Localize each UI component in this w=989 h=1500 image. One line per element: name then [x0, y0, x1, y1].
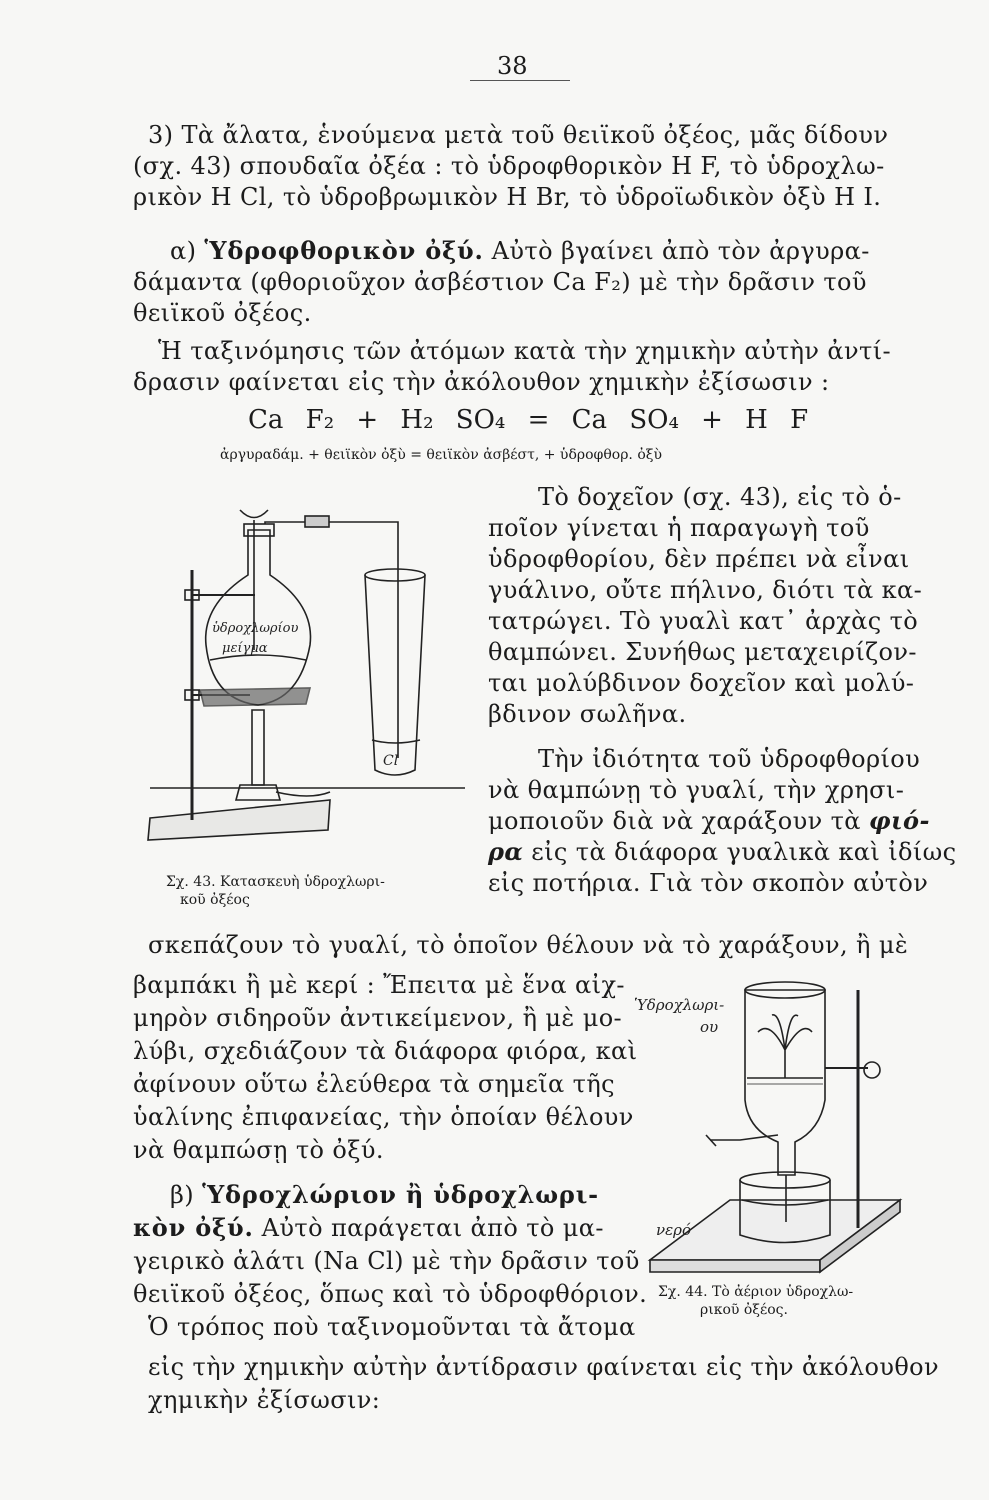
right-col-line: Τὴν ἰδιότητα τοῦ ὑδροφθορίου [538, 745, 921, 773]
figure-44-caption: Σχ. 44. Τὸ ἀέριον ὑδροχλω- [658, 1284, 854, 1300]
hf-line: δρασιν φαίνεται εἰς τὴν ἀκόλουθον χημικὴν ἐξίσωσιν : [133, 368, 830, 396]
hcl-line: θειϊκοῦ ὀξέος, ὅπως καὶ τὸ ὑδροφθόριον. [133, 1280, 648, 1308]
hcl-line1-rest: Αὐτὸ παράγεται ἀπὸ τὸ μα- [253, 1214, 604, 1242]
hf-label: α) [170, 237, 197, 265]
right-col-line: ποῖον γίνεται ἡ παραγωγὴ τοῦ [488, 514, 870, 542]
hcl-heading: Ὑδροχλώριον ἢ ὑδροχλωρι- [202, 1180, 599, 1209]
hcl-gas-label: Ὑδροχλωρι- [634, 996, 725, 1014]
chemical-equation-hf: Ca F₂ + H₂ SO₄ = Ca SO₄ + H F [248, 405, 809, 435]
body-line: λύβι, σχεδιάζουν τὰ διάφορα φιόρα, καὶ [133, 1037, 638, 1065]
hf-heading: Ὑδροφθορικὸν ὀξύ. [204, 236, 484, 265]
water-label: νερό [656, 1221, 692, 1239]
emphasis-fiora-end: ρα [488, 837, 524, 866]
right-col-line: τατρώγει. Τὸ γυαλὶ κατ᾽ ἀρχὰς τὸ [488, 607, 919, 635]
intro-line: ρικὸν H Cl, τὸ ὑδροβρωμικὸν H Br, τὸ ὑδροϊωδικὸν ὀξὺ H I. [133, 183, 882, 211]
hcl-heading-line [170, 1180, 599, 1210]
right-col-line: νὰ θαμπώνῃ τὸ γυαλί, τὴν χρησι- [488, 776, 905, 804]
figure-44-apparatus [620, 960, 920, 1290]
right-col-line [488, 806, 930, 836]
right-col-line: βδινον σωλῆνα. [488, 700, 687, 728]
hcl-line [133, 1213, 604, 1243]
body-line: ἀφίνουν οὕτω ἐλεύθερα τὰ σημεῖα τῆς [133, 1070, 615, 1098]
hcl-label: β) [170, 1181, 195, 1209]
hf-line: δάμαντα (φθοριοῦχον ἀσβέστιον Ca F₂) μὲ τὴν δρᾶσιν τοῦ [133, 268, 867, 296]
hf-line: Ἡ ταξινόμησις τῶν ἀτόμων κατὰ τὴν χημικὴν αὐτὴν ἀντί- [158, 337, 892, 365]
intro-line: 3) Τὰ ἄλατα, ἑνούμενα μετὰ τοῦ θειϊκοῦ ὀξέος, μᾶς δίδουν [148, 121, 889, 149]
hf-line: θειϊκοῦ ὀξέος. [133, 299, 312, 327]
right-col-line: ὑδροφθορίου, δὲν πρέπει νὰ εἶναι [488, 545, 910, 573]
right-col-text: εἰς τὰ διάφορα γυαλικὰ καὶ ἰδίως [523, 838, 957, 866]
hcl-line: εἰς τὴν χημικὴν αὐτὴν ἀντίδρασιν φαίνεται εἰς τὴν ἀκόλουθον [148, 1353, 940, 1381]
right-col-line: εἰς ποτήρια. Γιὰ τὸν σκοπὸν αὐτὸν [488, 869, 929, 897]
hf-line1-rest: Αὐτὸ βγαίνει ἀπὸ τὸν ἀργυρα- [483, 237, 870, 265]
page-number: 38 [497, 52, 528, 80]
intro-line: (σχ. 43) σπουδαῖα ὀξέα : τὸ ὑδροφθορικὸν H F, τὸ ὑδροχλω- [133, 152, 885, 180]
hf-paragraph-start [170, 236, 870, 266]
body-line: μηρὸν σιδηροῦν ἀντικείμενον, ἢ μὲ μο- [133, 1004, 623, 1032]
emphasis-fiora: φιό- [868, 806, 930, 835]
right-col-line: γυάλινο, οὔτε πήλινο, διότι τὰ κα- [488, 576, 923, 604]
flask-label: ὑδροχλωρίου [212, 621, 299, 636]
right-col-line: ται μολύβδινον δοχεῖον καὶ μολύ- [488, 669, 915, 697]
body-line: νὰ θαμπώσῃ τὸ ὀξύ. [133, 1136, 384, 1164]
right-col-line: θαμπώνει. Συνήθως μεταχειρίζον- [488, 638, 917, 666]
body-line: ὑαλίνης ἐπιφανείας, τὴν ὁποίαν θέλουν [133, 1103, 634, 1131]
hcl-heading-end: κὸν ὀξύ. [133, 1213, 254, 1242]
right-col-text: μοποιοῦν διὰ νὰ χαράξουν τὰ [488, 807, 869, 835]
header-rule [470, 80, 570, 81]
cylinder-label: Cl [383, 753, 399, 769]
hcl-line: Ὁ τρόπος ποὺ ταξινομοῦνται τὰ ἄτομα [148, 1313, 636, 1341]
body-line: σκεπάζουν τὸ γυαλί, τὸ ὁποῖον θέλουν νὰ τὸ χαράξουν, ἢ μὲ [148, 931, 909, 959]
hcl-line: χημικὴν ἐξίσωσιν: [148, 1386, 381, 1414]
right-col-line: Τὸ δοχεῖον (σχ. 43), εἰς τὸ ὁ- [538, 483, 902, 511]
figure-43-caption: Σχ. 43. Κατασκευὴ ὑδροχλωρι- [166, 874, 385, 890]
hcl-gas-label: ου [700, 1018, 719, 1036]
equation-subtitle: ἀργυραδάμ. + θειϊκὸν ὀξὺ = θειϊκὸν ἀσβέστ, + ὑδροφθορ. ὀξὺ [220, 447, 662, 463]
hcl-line: γειρικὸ ἁλάτι (Na Cl) μὲ τὴν δρᾶσιν τοῦ [133, 1247, 640, 1275]
figure-44-caption: ρικοῦ ὀξέος. [700, 1302, 788, 1318]
figure-43-caption: κοῦ ὀξέος [180, 892, 250, 908]
right-col-line [488, 837, 956, 867]
flask-label: μείγμα [222, 641, 268, 656]
body-line: βαμπάκι ἢ μὲ κερί : Ἔπειτα μὲ ἕνα αἰχ- [133, 971, 625, 999]
figure-43-apparatus [140, 500, 470, 880]
